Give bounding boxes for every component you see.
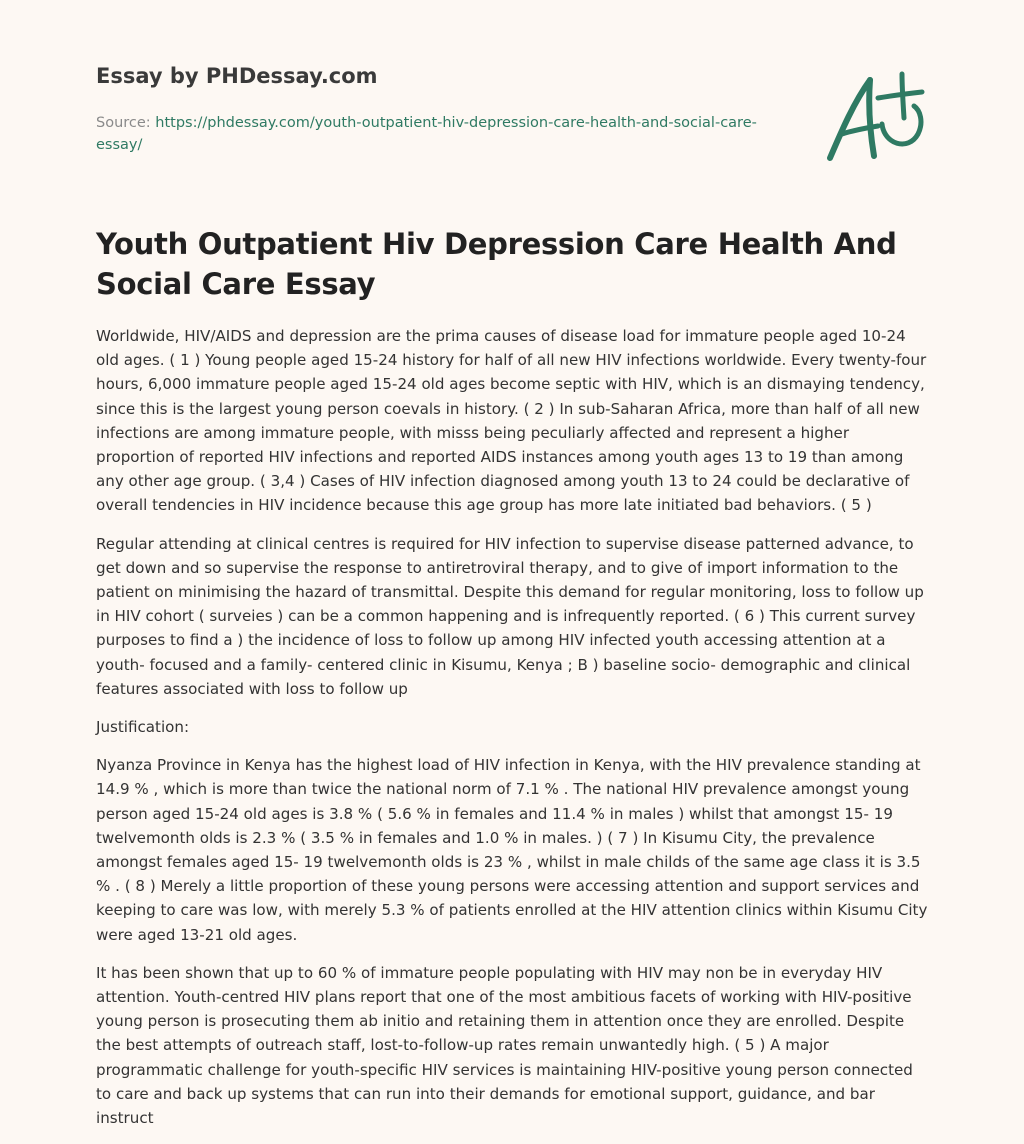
a-plus-grade-logo-icon <box>818 66 930 166</box>
paragraph: Worldwide, HIV/AIDS and depression are the prima causes of disease load for immature people aged 10-24 old ages. ( 1 ) Young people aged 15-24 history for half of all new HIV infections worldwide. Every twenty-four hours, 6,000 immature people aged 15-24 old ages become septic with HIV, which is an dismaying tendency, since this is the largest young person coevals in history. ( 2 ) In sub-Saharan Africa, more than half of all new infections are among immature people, with misss being peculiarly affected and represent a higher proportion of reported HIV infections and reported AIDS instances among youth ages 13 to 19 than among any other age group. ( 3,4 ) Cases of HIV infection diagnosed among youth 13 to 24 could be declarative of overall tendencies in HIV incidence because this age group has more late initiated bad behaviors. ( 5 ) <box>96 327 927 515</box>
source-link[interactable]: https://phdessay.com/youth-outpatient-hiv-depression-care-health-and-social-care-essay/ <box>96 115 757 153</box>
paragraph: Nyanza Province in Kenya has the highest load of HIV infection in Kenya, with the HIV prevalence standing at 14.9 % , which is more than twice the national norm of 7.1 % . The national HIV prevalence amongst young person aged 15-24 old ages is 3.8 % ( 5.6 % in females and 11.4 % in males ) whilst that amongst 15- 19 twelvemonth olds is 2.3 % ( 3.5 % in females and 1.0 % in males. ) ( 7 ) In Kisumu City, the prevalence amongst females aged 15- 19 twelvemonth olds is 23 % , whilst in male childs of the same age class it is 3.5 % . ( 8 ) Merely a little proportion of these young persons were accessing attention and support services and keeping to care was low, with merely 5.3 % of patients enrolled at the HIV attention clinics within Kisumu City were aged 13-21 old ages. <box>96 756 928 944</box>
section-heading: Justification: <box>96 718 190 737</box>
source-label: Source: <box>96 115 156 131</box>
article-body <box>96 324 930 1144</box>
paragraph: It has been shown that up to 60 % of immature people populating with HIV may non be in everyday HIV attention. Youth-centred HIV plans report that one of the most ambitious facets of working with HIV-positive young person is prosecuting them ab initio and retaining them in attention once they are enrolled. Despite the best attempts of outreach staff, lost-to-follow-up rates remain unwantedly high. ( 5 ) A major programmatic challenge for youth-specific HIV services is maintaining HIV-positive young person connected to care and back up systems that can run into their demands for emotional support, guidance, and bar instruct <box>96 963 913 1128</box>
page-title: Youth Outpatient Hiv Depression Care Health And Social Care Essay <box>96 227 897 301</box>
paragraph: Regular attending at clinical centres is required for HIV infection to supervise disease patterned advance, to get down and so supervise the response to antiretroviral therapy, and to give of import information to the patient on minimising the hazard of transmittal. Despite this demand for regular monitoring, loss to follow up in HIV cohort ( surveies ) can be a common happening and is infrequently reported. ( 6 ) This current survey purposes to find a ) the incidence of loss to follow up among HIV infected youth accessing attention at a youth- focused and a family- centered clinic in Kisumu, Kenya ; B ) baseline socio- demographic and clinical features associated with loss to follow up <box>96 534 924 698</box>
site-name: Essay by PHDessay.com <box>96 64 378 88</box>
source-line <box>96 112 776 156</box>
